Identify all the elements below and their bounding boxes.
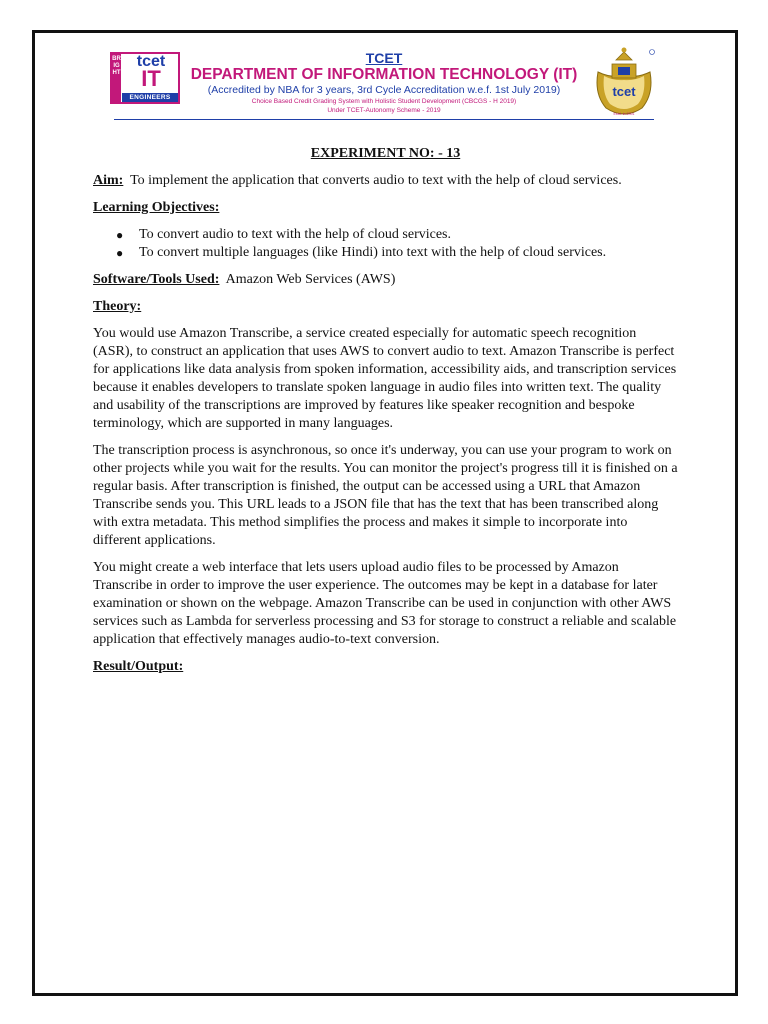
objective-text: To convert multiple languages (like Hindi) into text with the help of cloud services.	[139, 245, 607, 260]
header-divider	[114, 119, 654, 120]
objectives-list	[93, 226, 678, 262]
theory-heading	[93, 298, 678, 316]
software-section	[93, 271, 678, 289]
list-item	[116, 244, 678, 262]
logo-tcet-text: tcet	[136, 53, 166, 70]
tcet-crest-logo	[592, 46, 656, 118]
institute-header	[110, 46, 658, 122]
logo-it-text: IT	[141, 66, 161, 91]
institute-short-name: TCET	[365, 50, 403, 66]
crest-estd-text: Estd. in 2001	[613, 112, 635, 116]
result-label: Result/Output:	[93, 659, 184, 674]
crest-logo-name: tcet	[612, 84, 636, 99]
objectives-heading	[93, 199, 678, 217]
software-text: Amazon Web Services (AWS)	[225, 272, 396, 287]
bullet-icon: ●	[116, 228, 124, 242]
objective-text: To convert audio to text with the help of cloud services.	[139, 227, 451, 242]
list-item	[116, 226, 678, 244]
objectives-label: Learning Objectives:	[93, 200, 220, 215]
theory-label: Theory:	[93, 299, 142, 314]
experiment-title: EXPERIMENT NO: - 13	[310, 146, 461, 161]
aim-section	[93, 172, 678, 190]
department-name: DEPARTMENT OF INFORMATION TECHNOLOGY (IT)	[190, 66, 578, 83]
tcet-it-logo	[110, 52, 180, 104]
theory-paragraph: You would use Amazon Transcribe, a service created especially for automatic speech recognition (ASR), to construct an application that uses AWS to convert audio to text. Amazon Transcribe is perfect for applications like data analysis from spoken information, accessibility aids, and transcription services because it enables developers to translate spoken language in audio files into written text. The quality and usability of the transcriptions are improved by features like speaker recognition and bespoke terminology, which are supported in many languages.	[93, 326, 677, 431]
document-body	[93, 145, 678, 685]
result-heading	[93, 658, 678, 676]
aim-text: To implement the application that converts audio to text with the help of cloud services.	[130, 173, 622, 188]
logo-side-text: BRIGHT	[112, 54, 121, 102]
cbcgs-line: Choice Based Credit Grading System with Holistic Student Development (CBCGS - H 2019)	[251, 98, 517, 105]
autonomy-line: Under TCET-Autonomy Scheme - 2019	[327, 107, 441, 114]
logo-engineers-text: ENGINEERS	[122, 93, 178, 102]
header-text-block	[184, 46, 584, 115]
aim-label: Aim:	[93, 173, 124, 188]
theory-paragraph: You might create a web interface that lets users upload audio files to be processed by Amazon Transcribe in order to improve the user experience. The outcomes may be kept in a database for later examination or shown on the webpage. Amazon Transcribe can be used in conjunction with other AWS services such as Lambda for serverless processing and S3 for storage to construct a reliable and scalable application that effectively manages audio-to-text conversion.	[93, 560, 677, 647]
theory-paragraph: The transcription process is asynchronous, so once it's underway, you can use your program to work on other projects while you wait for the results. You can monitor the project's progress till it is finished on a regular basis. After transcription is finished, the output can be accessed using a URL that Amazon Transcribe sends you. This URL leads to a JSON file that has the text that has been transcribed along with extra metadata. This method simplifies the process and makes it simple to incorporate into different applications.	[93, 443, 678, 548]
software-label: Software/Tools Used:	[93, 272, 220, 287]
accreditation-line: (Accredited by NBA for 3 years, 3rd Cycle Accreditation w.e.f. 1st July 2019)	[207, 84, 561, 96]
bullet-icon: ●	[116, 246, 124, 260]
